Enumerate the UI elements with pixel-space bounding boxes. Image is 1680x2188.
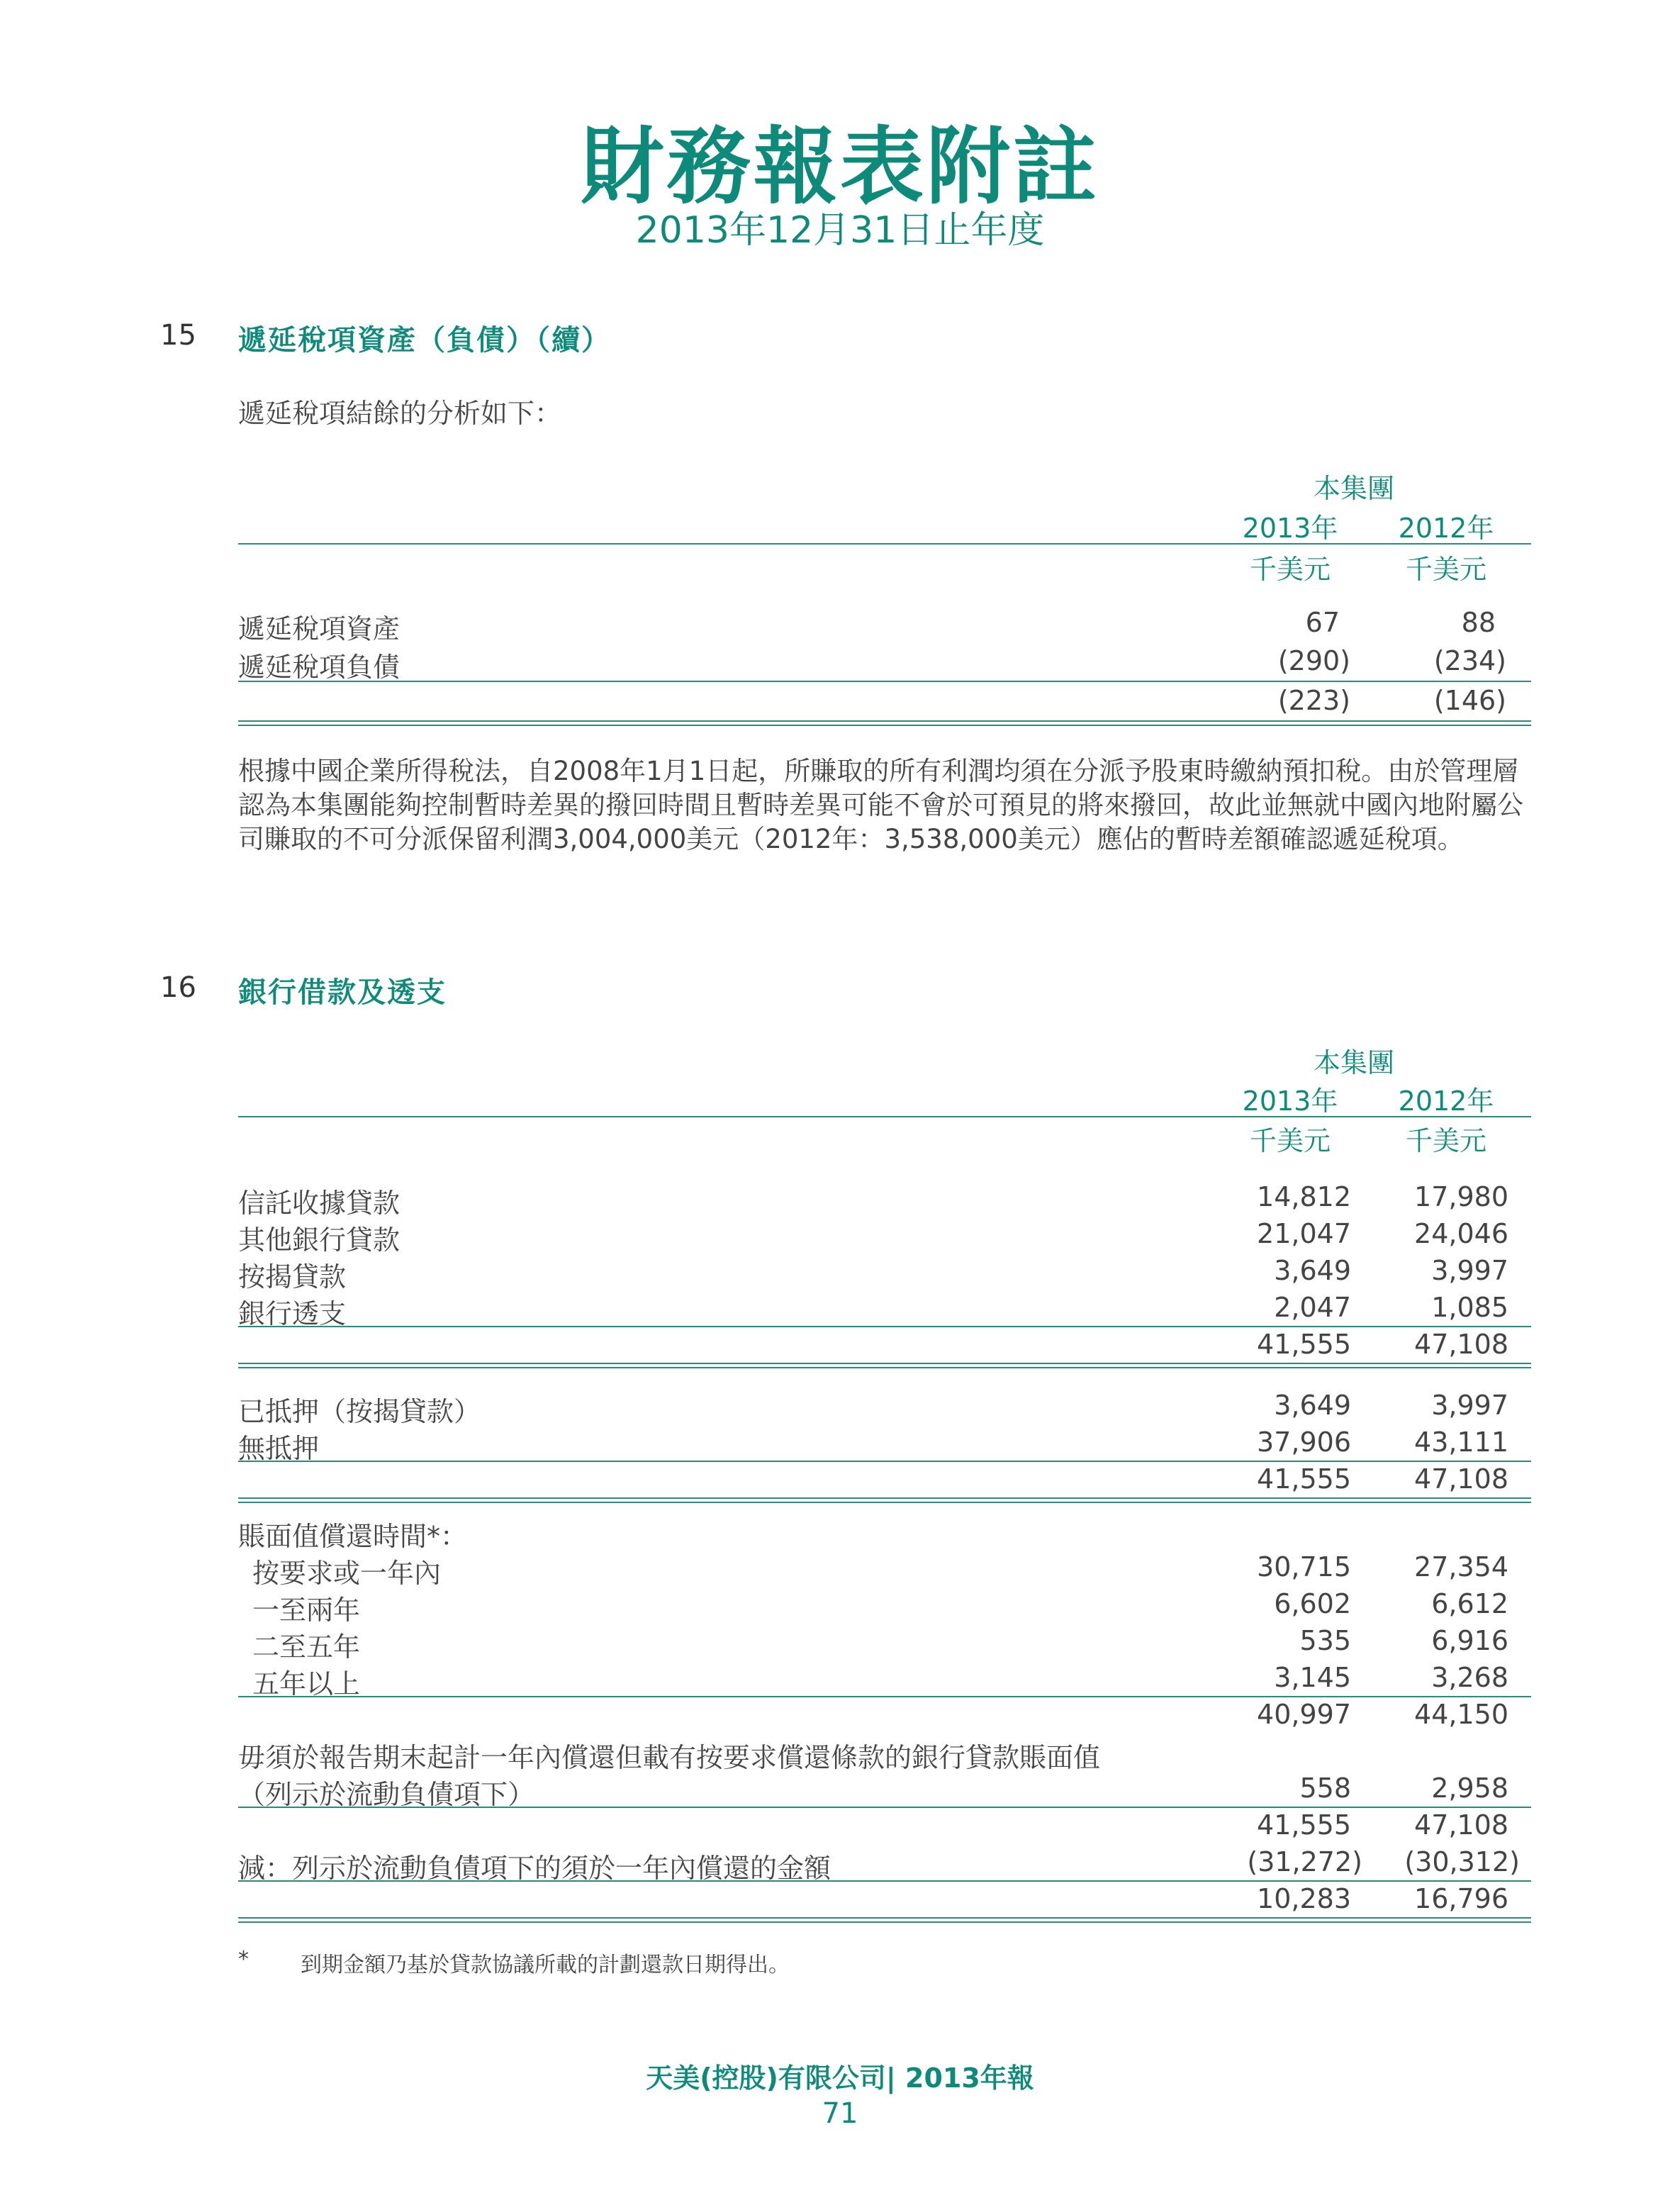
s16-row-label: 銀行透支 — [238, 1298, 347, 1329]
footnote-text: 到期金額乃基於貸款協議所載的計劃還款日期得出。 — [301, 1953, 790, 1977]
s15-subtotal-rule — [238, 681, 1531, 682]
s16-row-value-2013: 21,047 — [1257, 1218, 1351, 1249]
s15-group-label: 本集團 — [1313, 473, 1394, 504]
s15-row-value-2012: 88 — [1461, 607, 1496, 638]
s16-unit-2012: 千美元 — [1405, 1125, 1486, 1156]
s16-block1-double-rule — [238, 1363, 1531, 1368]
s15-row-value-2013: (290) — [1277, 645, 1350, 676]
section-16-title: 銀行借款及透支 — [238, 976, 447, 1009]
s16-block3-rule — [238, 1696, 1531, 1697]
s15-year-2013: 2013年 — [1242, 513, 1338, 544]
s16-block1-total-2012: 47,108 — [1414, 1329, 1508, 1360]
s16-row-value-2013: 3,649 — [1274, 1255, 1351, 1286]
s15-total-double-rule — [238, 720, 1531, 726]
footer-company: 天美(控股)有限公司| 2013年報 — [646, 2063, 1034, 2094]
s16-maturity-heading: 賬面值償還時間*： — [238, 1521, 468, 1552]
section-16-number: 16 — [160, 971, 196, 1004]
s16-less-2013: (31,272) — [1247, 1846, 1362, 1877]
s15-unit-2012: 千美元 — [1405, 554, 1486, 585]
s16-less-rule — [238, 1880, 1531, 1882]
s16-row-value-2012: 24,046 — [1414, 1218, 1508, 1249]
s16-row-label: 五年以上 — [252, 1668, 361, 1699]
s16-row-value-2013: 30,715 — [1257, 1551, 1351, 1583]
s16-header-rule — [238, 1116, 1531, 1117]
s15-row-label: 遞延稅項資產 — [238, 613, 401, 644]
s16-row-value-2012: 6,916 — [1431, 1625, 1508, 1656]
s16-final-total-2012: 16,796 — [1414, 1883, 1508, 1914]
s16-block2-total-2013: 41,555 — [1257, 1463, 1351, 1495]
s16-block2-total-2012: 47,108 — [1414, 1463, 1508, 1495]
s16-row-value-2013: 3,649 — [1274, 1390, 1351, 1421]
section-15-intro: 遞延稅項結餘的分析如下： — [238, 398, 562, 429]
s16-block2-double-rule — [238, 1497, 1531, 1503]
s16-row-value-2013: 3,145 — [1274, 1662, 1351, 1693]
s16-row-value-2012: 27,354 — [1414, 1551, 1508, 1583]
s16-row-label: 其他銀行貸款 — [238, 1224, 401, 1256]
s16-row-value-2013: 2,047 — [1274, 1292, 1351, 1323]
s16-ondemand-2012: 2,958 — [1431, 1773, 1508, 1804]
s16-row-value-2013: 6,602 — [1274, 1588, 1351, 1619]
page-subtitle: 2013年12月31日止年度 — [635, 209, 1045, 252]
s16-row-label: 信託收據貸款 — [238, 1188, 401, 1219]
s16-final-total-2013: 10,283 — [1257, 1883, 1351, 1914]
s16-block2-rule — [238, 1461, 1531, 1462]
s15-paragraph: 根據中國企業所得稅法，自2008年1月1日起，所賺取的所有利潤均須在分派予股東時繳納預扣稅。由於管理層認為本集團能夠控制暫時差異的撥回時間且暫時差異可能不會於可預見的將來撥回，故此並無就中國內地附屬公司賺取的不可分派保留利潤3,004,000美元（2012年：3,538,000美元）應佔的暫時差額確認遞延稅項。 — [238, 756, 1523, 854]
s16-row-value-2013: 14,812 — [1257, 1181, 1351, 1212]
s16-row-value-2013: 37,906 — [1257, 1427, 1351, 1458]
section-15-title: 遞延稅項資產（負債）（續） — [238, 324, 611, 357]
s16-row-value-2012: 3,997 — [1431, 1390, 1508, 1421]
s15-total-2013: (223) — [1277, 685, 1350, 716]
s15-unit-2013: 千美元 — [1249, 554, 1331, 585]
s16-less-2012: (30,312) — [1404, 1846, 1520, 1877]
page-number: 71 — [822, 2097, 858, 2130]
s16-row-label: 按要求或一年內 — [252, 1558, 442, 1589]
s15-year-2012: 2012年 — [1398, 513, 1494, 544]
s16-block1-rule — [238, 1326, 1531, 1327]
s16-final-double-rule — [238, 1917, 1531, 1923]
s16-ondemand-2013: 558 — [1299, 1773, 1351, 1804]
s16-ondemand-rule — [238, 1807, 1531, 1808]
s16-less-label: 減：列示於流動負債項下的須於一年內償還的金額 — [238, 1853, 831, 1884]
s16-unit-2013: 千美元 — [1249, 1125, 1331, 1156]
s16-group-label: 本集團 — [1313, 1047, 1394, 1078]
s16-row-label: 一至兩年 — [252, 1595, 361, 1626]
s16-row-value-2012: 3,268 — [1431, 1662, 1508, 1693]
s16-row-label: 二至五年 — [252, 1631, 361, 1663]
s16-row-label: 按揭貸款 — [238, 1261, 347, 1293]
s16-row-value-2012: 1,085 — [1431, 1292, 1508, 1323]
s15-row-label: 遞延稅項負債 — [238, 652, 401, 683]
s16-block3-subtotal-2012: 44,150 — [1414, 1699, 1508, 1730]
s16-year-2013: 2013年 — [1242, 1085, 1338, 1117]
s16-block1-total-2013: 41,555 — [1257, 1329, 1351, 1360]
section-15-number: 15 — [160, 319, 196, 352]
s15-total-2012: (146) — [1433, 685, 1506, 716]
s16-subtotal2-2013: 41,555 — [1257, 1809, 1351, 1841]
s16-row-label: 已抵押（按揭貸款） — [238, 1396, 481, 1427]
s16-year-2012: 2012年 — [1398, 1085, 1494, 1117]
s15-row-value-2012: (234) — [1433, 645, 1506, 676]
s16-row-value-2012: 43,111 — [1414, 1427, 1508, 1458]
s15-row-value-2013: 67 — [1305, 607, 1340, 638]
s16-row-value-2012: 3,997 — [1431, 1255, 1508, 1286]
s16-row-label: 無抵押 — [238, 1433, 320, 1464]
s16-subtotal2-2012: 47,108 — [1414, 1809, 1508, 1841]
s16-row-value-2012: 17,980 — [1414, 1181, 1508, 1212]
page-title: 財務報表附註 — [580, 118, 1099, 216]
s15-header-rule — [238, 543, 1531, 545]
footnote-mark: * — [238, 1947, 249, 1972]
s16-ondemand-label-line2: （列示於流動負債項下） — [238, 1779, 535, 1810]
s16-row-value-2012: 6,612 — [1431, 1588, 1508, 1619]
s16-row-value-2013: 535 — [1299, 1625, 1351, 1656]
s16-block3-subtotal-2013: 40,997 — [1257, 1699, 1351, 1730]
s16-ondemand-label-line1: 毋須於報告期末起計一年內償還但載有按要求償還條款的銀行貸款賬面值 — [238, 1742, 1101, 1773]
